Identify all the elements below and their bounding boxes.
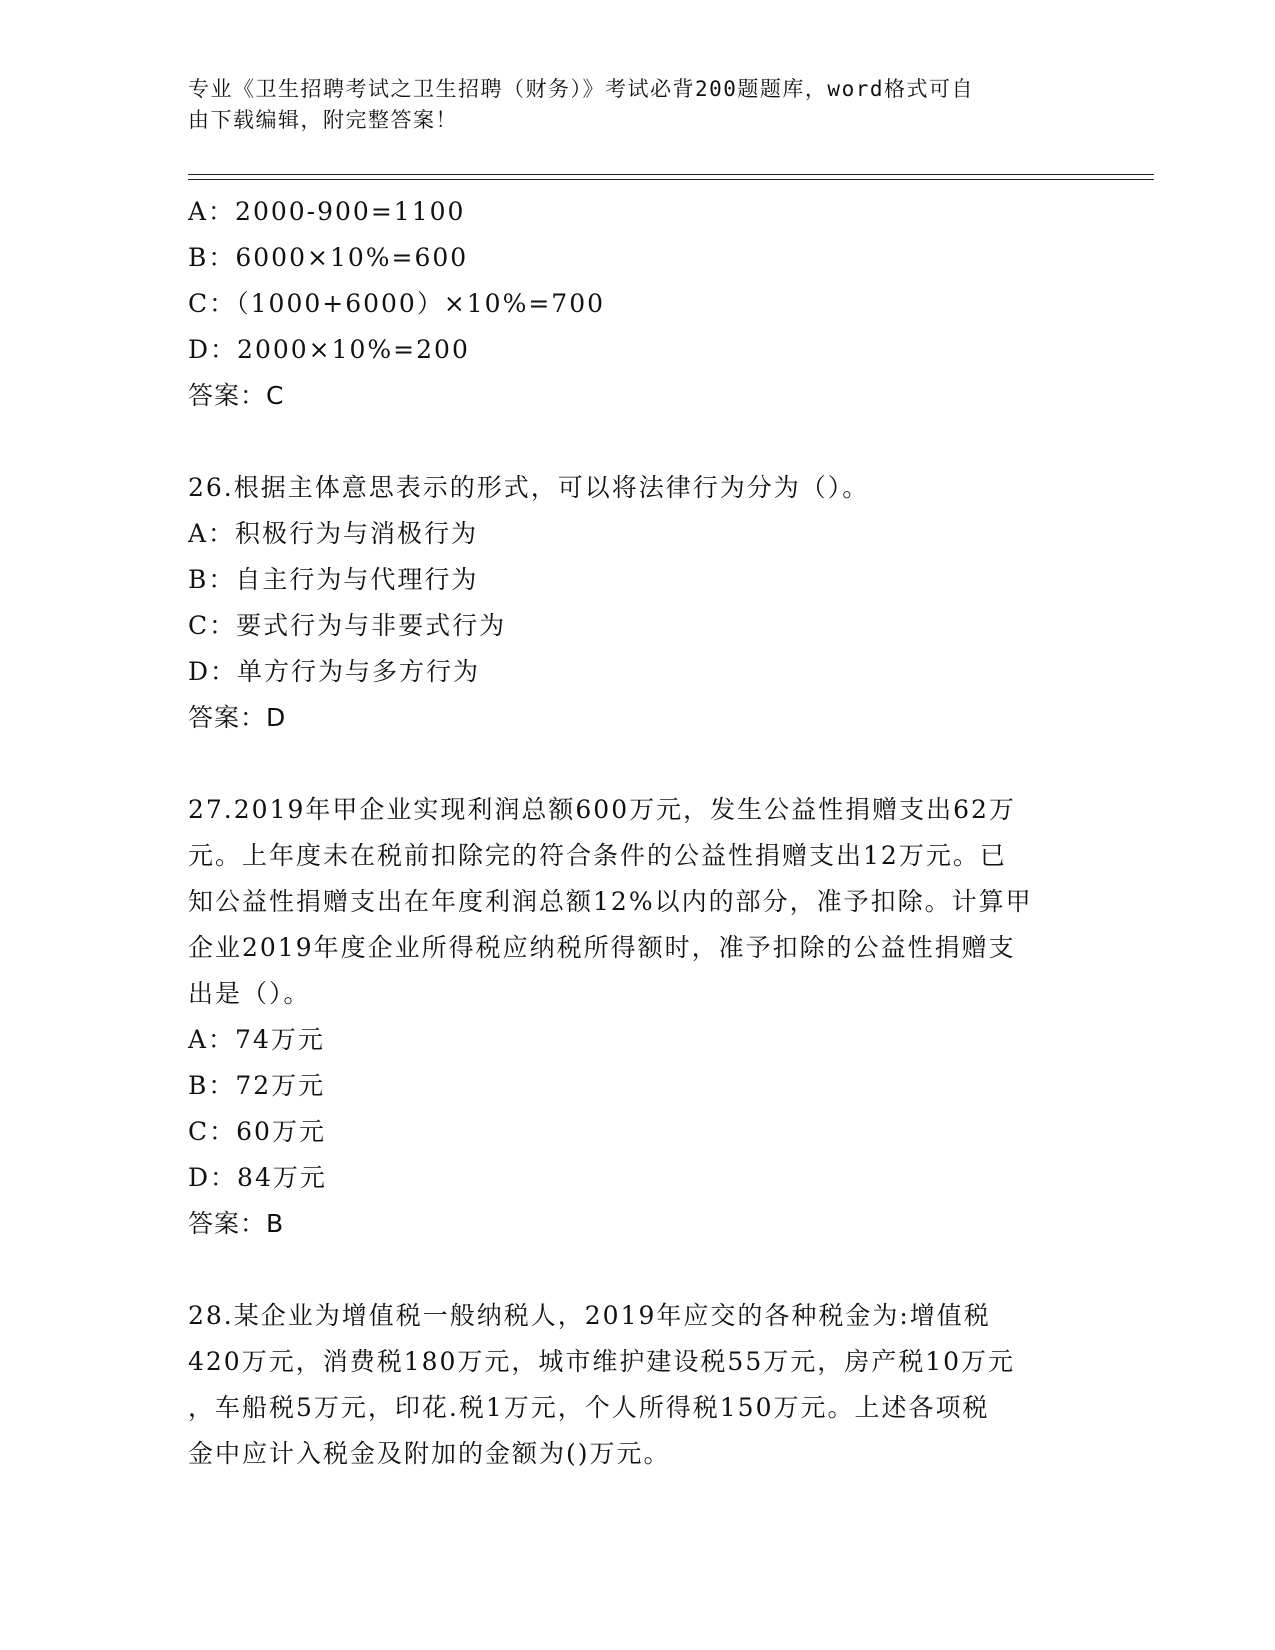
header-divider-bottom (188, 179, 1154, 180)
option-a: A：积极行为与消极行为 (188, 519, 479, 548)
stem-line: 28.某企业为增值税一般纳税人，2019年应交的各种税金为:增值税 (188, 1301, 991, 1330)
option-c: C：要式行为与非要式行为 (188, 611, 507, 640)
option-a: A：2000-900=1100 (188, 197, 466, 226)
header-line-1: 专业《卫生招聘考试之卫生招聘（财务）》考试必背200题题库，word格式可自 (188, 77, 974, 101)
spacer (188, 741, 1088, 787)
spacer (188, 1247, 1088, 1293)
option-c: C：（1000+6000）×10%=700 (188, 289, 606, 318)
header-line-2: 由下载编辑，附完整答案！ (188, 108, 458, 132)
option-d: D：2000×10%=200 (188, 335, 470, 364)
stem-line: 企业2019年度企业所得税应纳税所得额时，准予扣除的公益性捐赠支 (188, 933, 1016, 962)
option-b: B：72万元 (188, 1071, 326, 1100)
header-divider-top (188, 174, 1154, 175)
question-26-block (188, 465, 1088, 741)
answer: 答案：C (188, 381, 285, 410)
question-stem (188, 787, 1088, 1017)
option-b: B：6000×10%=600 (188, 243, 469, 272)
question-stem (188, 1293, 1088, 1477)
option-a: A：74万元 (188, 1025, 325, 1054)
question-25-block (188, 189, 1088, 419)
stem-line: 出是（）。 (188, 979, 311, 1008)
question-27-block (188, 787, 1088, 1247)
option-c: C：60万元 (188, 1117, 326, 1146)
answer: 答案：B (188, 1209, 285, 1238)
question-28-block (188, 1293, 1088, 1477)
option-b: B：自主行为与代理行为 (188, 565, 479, 594)
answer: 答案：D (188, 703, 287, 732)
spacer (188, 419, 1088, 465)
option-d: D：单方行为与多方行为 (188, 657, 481, 686)
stem-line: 420万元，消费税180万元，城市维护建设税55万元，房产税10万元 (188, 1347, 1016, 1376)
stem-line: 元。上年度未在税前扣除完的符合条件的公益性捐赠支出12万元。已 (188, 841, 1007, 870)
stem-line: 知公益性捐赠支出在年度利润总额12%以内的部分，准予扣除。计算甲 (188, 887, 1033, 916)
stem-line: 金中应计入税金及附加的金额为()万元。 (188, 1439, 671, 1468)
question-content (188, 189, 1088, 1477)
question-stem: 26.根据主体意思表示的形式，可以将法律行为分为（）。 (188, 473, 870, 502)
document-header (188, 74, 1088, 136)
option-d: D：84万元 (188, 1163, 327, 1192)
stem-line: 27.2019年甲企业实现利润总额600万元，发生公益性捐赠支出62万 (188, 795, 1016, 824)
stem-line: ，车船税5万元，印花.税1万元，个人所得税150万元。上述各项税 (188, 1393, 990, 1422)
